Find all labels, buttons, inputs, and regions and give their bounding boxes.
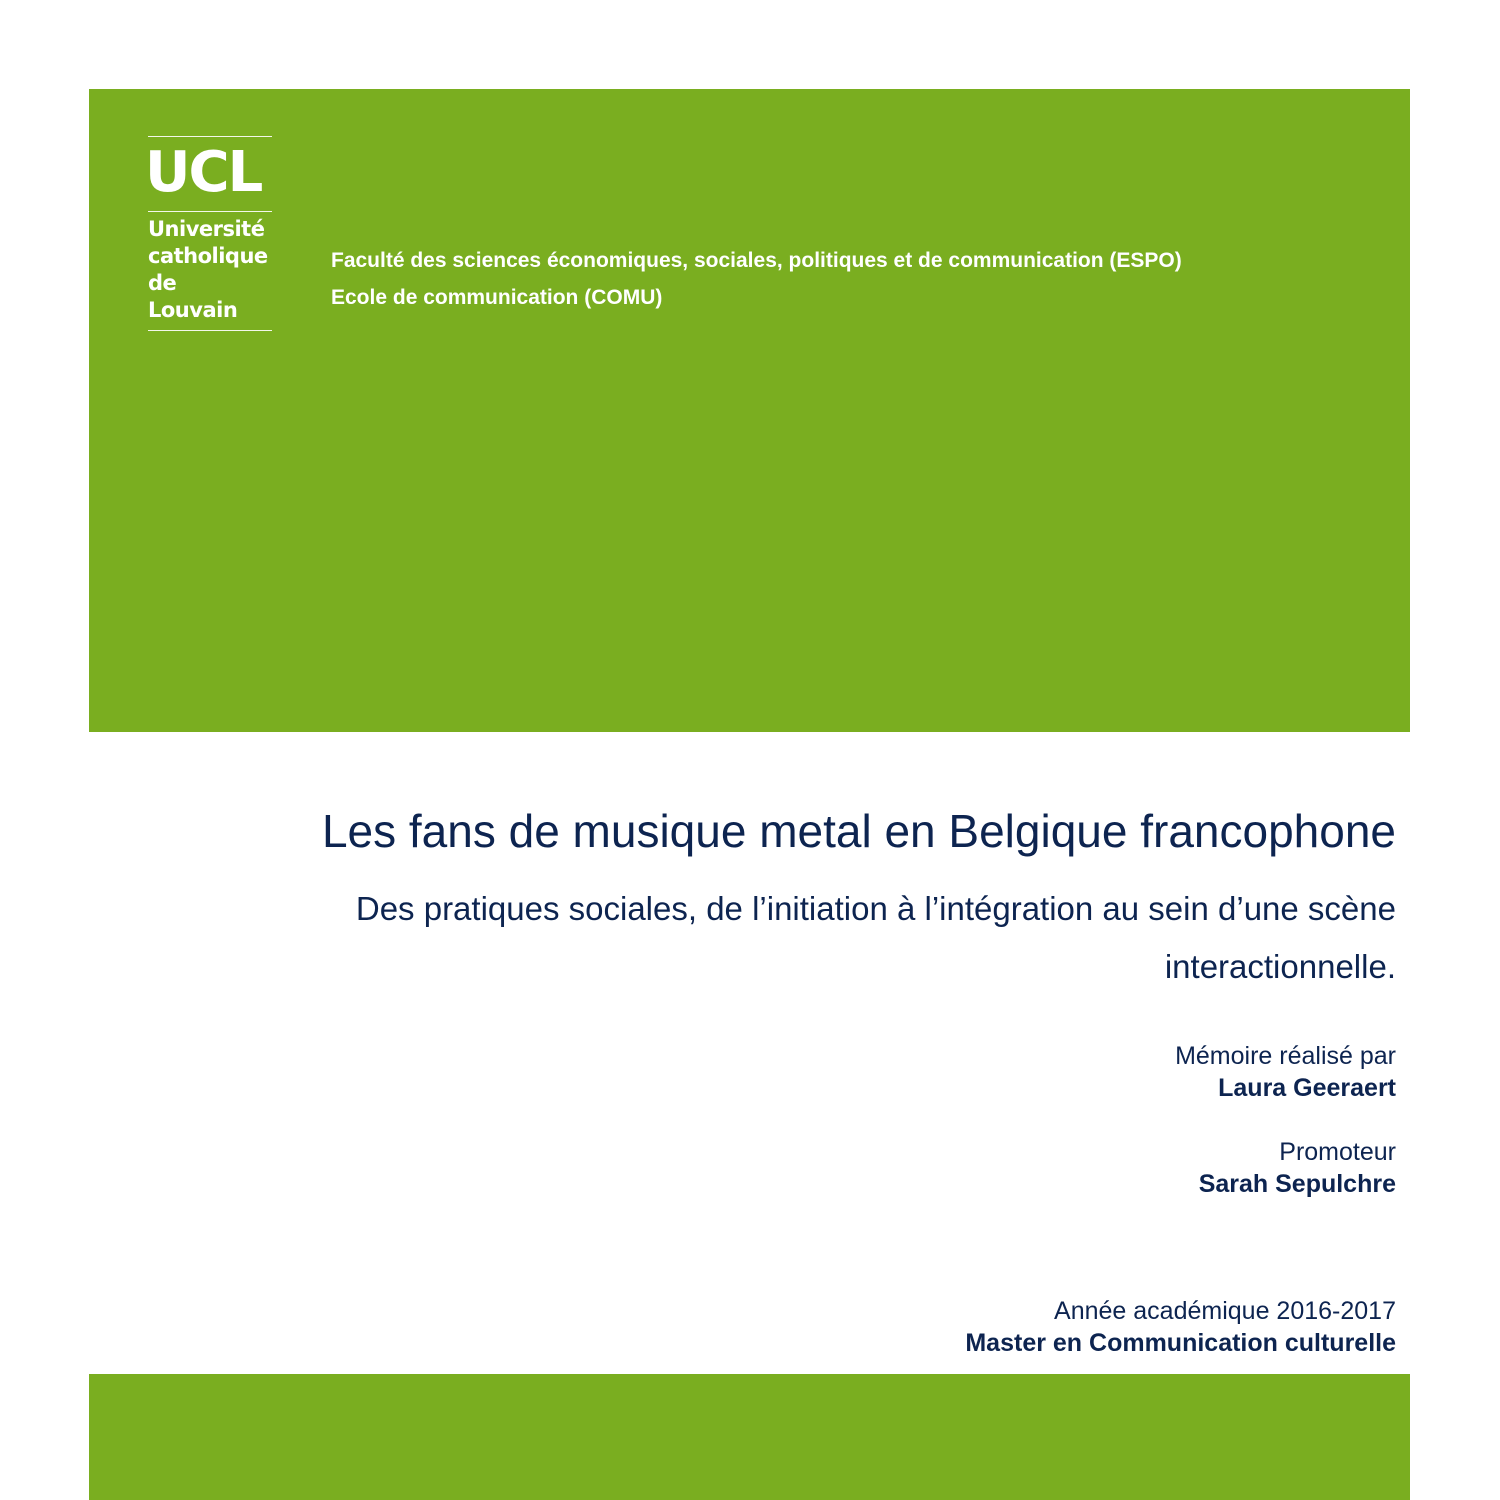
faculty-name: Faculté des sciences économiques, sociales, politiques et de communication (ESPO) (331, 249, 1182, 272)
ucl-logo: UCL Université catholique de Louvain (148, 136, 272, 331)
academic-year: Année académique 2016-2017 (1054, 1297, 1396, 1325)
subtitle-line: interactionnelle. (1164, 948, 1396, 985)
promoter-name: Sarah Sepulchre (1198, 1170, 1396, 1198)
footer-band (89, 1374, 1410, 1500)
promoter-label: Promoteur (1279, 1138, 1396, 1166)
document-title: Les fans de musique metal en Belgique francophone (321, 805, 1396, 857)
header-band (89, 89, 1410, 732)
author-label: Mémoire réalisé par (1175, 1042, 1396, 1070)
author-name: Laura Geeraert (1218, 1074, 1396, 1102)
school-name: Ecole de communication (COMU) (331, 286, 663, 309)
subtitle-line: Des pratiques sociales, de l’initiation à l’intégration au sein d’une scène (355, 890, 1396, 927)
program-name: Master en Communication culturelle (965, 1329, 1396, 1357)
